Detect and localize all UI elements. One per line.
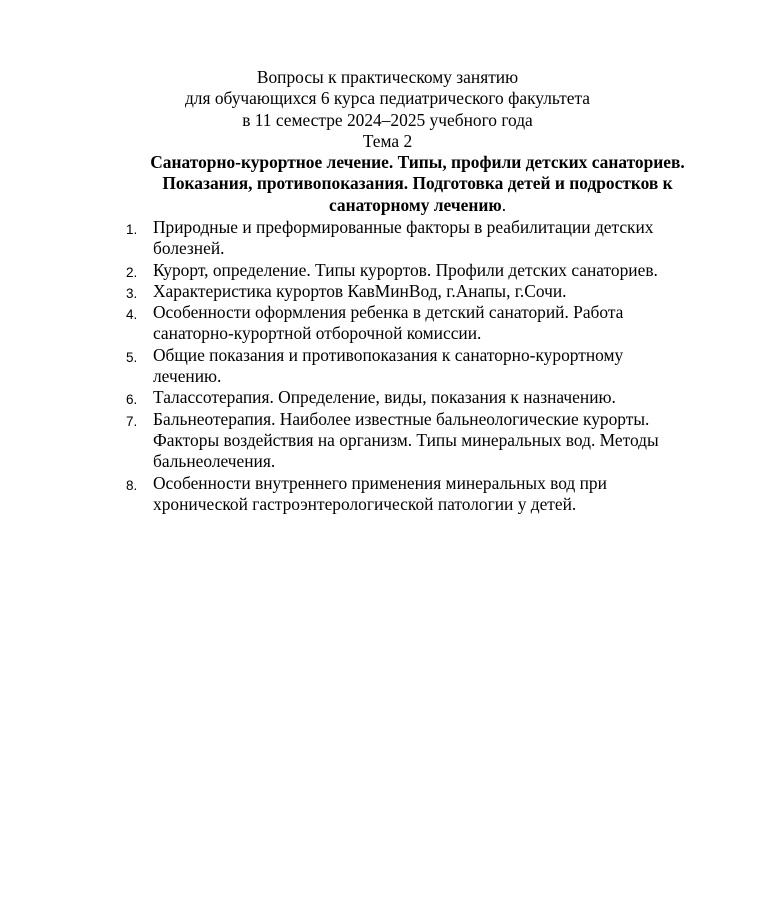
header-line-semester: в 11 семестре 2024–2025 учебного года bbox=[242, 109, 533, 130]
question-list bbox=[0, 217, 775, 515]
question-item bbox=[0, 260, 775, 281]
question-text-line: Характеристика курортов КавМинВод, г.Анапы, г.Сочи. bbox=[153, 280, 567, 301]
subject-trailing-period: . bbox=[501, 194, 507, 215]
question-text-line: хронической гастроэнтерологической патологии у детей. bbox=[153, 493, 577, 514]
question-number: 2. bbox=[126, 264, 138, 280]
subject-line-3-text: санаторному лечению bbox=[328, 194, 502, 215]
question-text-line: Бальнеотерапия. Наиболее известные бальнеологические курорты. bbox=[153, 408, 650, 429]
header-line-audience: для обучающихся 6 курса педиатрического факультета bbox=[184, 88, 591, 109]
question-number: 4. bbox=[126, 307, 138, 323]
subject-line-3 bbox=[120, 195, 715, 216]
question-text-line: Курорт, определение. Типы курортов. Профили детских санаториев. bbox=[153, 259, 658, 280]
question-text-line: Природные и преформированные факторы в реабилитации детских bbox=[153, 217, 654, 237]
question-text-line: санаторно-курортной отборочной комиссии. bbox=[153, 323, 482, 344]
question-number: 3. bbox=[126, 285, 138, 301]
question-item bbox=[0, 409, 775, 473]
question-item bbox=[0, 345, 775, 388]
question-item bbox=[0, 281, 775, 302]
question-text-line: Особенности внутреннего применения минеральных вод при bbox=[153, 472, 607, 493]
question-number: 6. bbox=[126, 392, 138, 408]
question-text-line: Талассотерапия. Определение, виды, показания к назначению. bbox=[153, 387, 616, 408]
subject-line-1: Санаторно-курортное лечение. Типы, профили детских санаториев. bbox=[150, 152, 685, 172]
question-item bbox=[0, 302, 775, 345]
question-number: 5. bbox=[126, 349, 138, 365]
question-item bbox=[0, 387, 775, 408]
question-text-line: бальнеолечения. bbox=[153, 451, 276, 472]
question-text-line: Особенности оформления ребенка в детский санаторий. Работа bbox=[153, 302, 624, 323]
header-line-title: Вопросы к практическому занятию bbox=[256, 67, 519, 87]
question-text-line: лечению. bbox=[153, 366, 222, 387]
document-header bbox=[0, 67, 775, 152]
question-number: 7. bbox=[126, 413, 138, 429]
question-text-line: Факторы воздействия на организм. Типы минеральных вод. Методы bbox=[153, 429, 659, 450]
subject-line-2: Показания, противопоказания. Подготовка детей и подростков к bbox=[162, 173, 673, 194]
question-item bbox=[0, 473, 775, 516]
header-line-topic-number: Тема 2 bbox=[362, 130, 413, 151]
question-text-line: болезней. bbox=[153, 238, 225, 259]
topic-subject bbox=[120, 152, 715, 216]
question-item bbox=[0, 217, 775, 260]
question-text-line: Общие показания и противопоказания к санаторно-курортному bbox=[153, 344, 624, 365]
question-number: 1. bbox=[126, 222, 138, 237]
question-number: 8. bbox=[126, 477, 138, 493]
